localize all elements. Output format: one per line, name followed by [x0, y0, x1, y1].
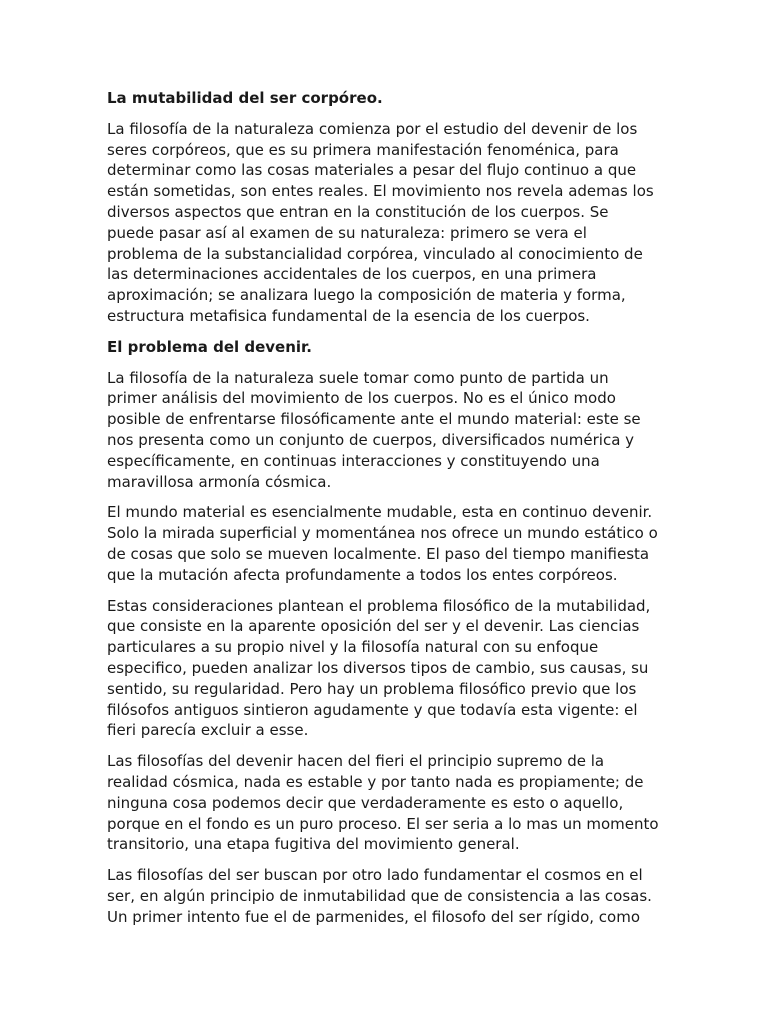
text-line: particulares a su propio nivel y la filosofía natural con su enfoque: [107, 638, 599, 657]
document-page: [107, 88, 667, 937]
text-line: seres corpóreos, que es su primera manifestación fenoménica, para: [107, 140, 619, 159]
paragraph: [107, 865, 667, 927]
text-line: Estas consideraciones plantean el problema filosófico de la mutabilidad,: [107, 596, 651, 615]
text-line: posible de enfrentarse filosóficamente ante el mundo material: este se: [107, 410, 641, 429]
text-line: están sometidas, son entes reales. El movimiento nos revela ademas los: [107, 182, 654, 201]
text-line: transitorio, una etapa fugitiva del movimiento general.: [107, 835, 520, 854]
text-line: sentido, su regularidad. Pero hay un problema filosófico previo que los: [107, 679, 637, 698]
text-line: Las filosofías del ser buscan por otro lado fundamentar el cosmos en el: [107, 866, 643, 885]
text-line: de cosas que solo se mueven localmente. El paso del tiempo manifiesta: [107, 544, 650, 563]
text-line: La filosofía de la naturaleza comienza por el estudio del devenir de los: [107, 119, 638, 138]
text-line: filósofos antiguos sintieron agudamente y que todavía esta vigente: el: [107, 700, 638, 719]
paragraph: [107, 751, 667, 855]
text-line: puede pasar así al examen de su naturaleza: primero se vera el: [107, 223, 587, 242]
paragraph: [107, 502, 667, 585]
text-line: aproximación; se analizara luego la composición de materia y forma,: [107, 286, 626, 305]
text-line: La filosofía de la naturaleza suele tomar como punto de partida un: [107, 368, 609, 387]
text-line: las determinaciones accidentales de los cuerpos, en una primera: [107, 265, 597, 284]
text-line: específicamente, en continuas interacciones y constituyendo una: [107, 451, 600, 470]
text-line: fieri parecía excluir a esse.: [107, 721, 309, 740]
text-line: nos presenta como un conjunto de cuerpos, diversificados numérica y: [107, 430, 635, 449]
text-line: estructura metafisica fundamental de la esencia de los cuerpos.: [107, 306, 590, 325]
text-line: ninguna cosa podemos decir que verdaderamente es esto o aquello,: [107, 793, 624, 812]
section-heading: El problema del devenir.: [107, 337, 312, 356]
text-line: primer análisis del movimiento de los cuerpos. No es el único modo: [107, 389, 616, 408]
text-line: diversos aspectos que entran en la constitución de los cuerpos. Se: [107, 202, 609, 221]
paragraph: [107, 119, 667, 327]
text-line: Las filosofías del devenir hacen del fieri el principio supremo de la: [107, 752, 605, 771]
text-line: Solo la mirada superficial y momentánea nos ofrece un mundo estático o: [107, 524, 658, 543]
text-line: porque en el fondo es un puro proceso. El ser seria a lo mas un momento: [107, 814, 659, 833]
text-line: problema de la substancialidad corpórea, vinculado al conocimiento de: [107, 244, 643, 263]
section-heading: La mutabilidad del ser corpóreo.: [107, 89, 383, 107]
text-line: Un primer intento fue el de parmenides, el filosofo del ser rígido, como: [107, 907, 641, 926]
text-line: El mundo material es esencialmente mudable, esta en continuo devenir.: [107, 503, 653, 522]
text-line: que la mutación afecta profundamente a todos los entes corpóreos.: [107, 565, 618, 584]
text-line: maravillosa armonía cósmica.: [107, 472, 332, 491]
text-line: especifico, pueden analizar los diversos tipos de cambio, sus causas, su: [107, 658, 649, 677]
paragraph: [107, 368, 667, 493]
text-line: realidad cósmica, nada es estable y por tanto nada es propiamente; de: [107, 772, 644, 791]
paragraph: [107, 596, 667, 742]
text-line: ser, en algún principio de inmutabilidad que de consistencia a las cosas.: [107, 886, 652, 905]
text-line: determinar como las cosas materiales a pesar del flujo continuo a que: [107, 161, 637, 180]
text-line: que consiste en la aparente oposición del ser y el devenir. Las ciencias: [107, 617, 640, 636]
